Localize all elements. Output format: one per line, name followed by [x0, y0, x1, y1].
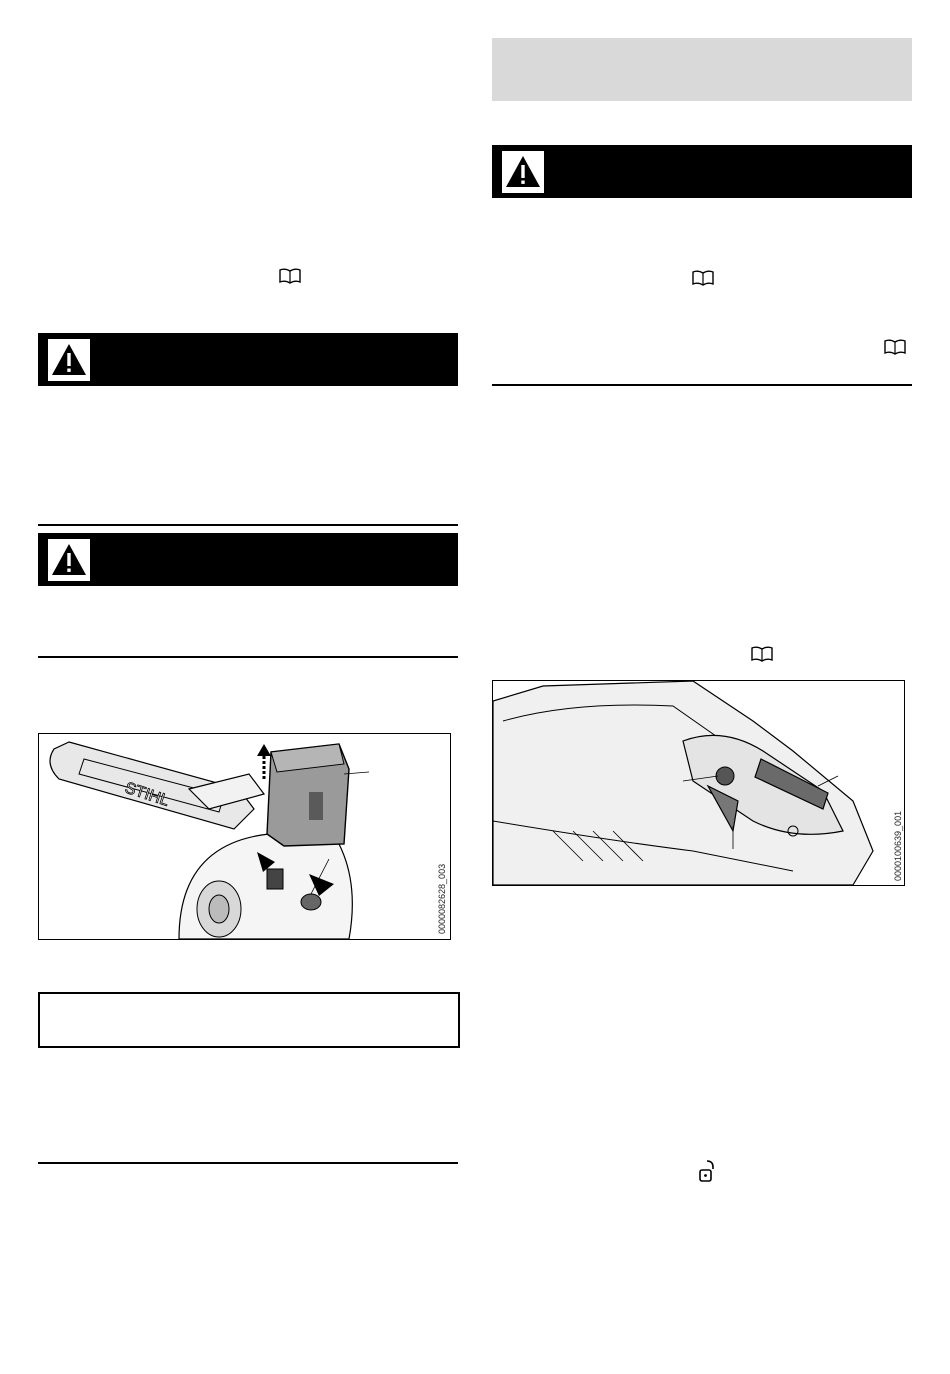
section-rule — [492, 384, 912, 386]
chapter-heading-band — [492, 38, 912, 101]
warning-triangle-icon — [502, 151, 544, 193]
warning-icon-box — [502, 151, 544, 193]
notice-box — [38, 992, 460, 1048]
handle-trigger-figure — [492, 680, 905, 886]
chainsaw-battery-illustration — [39, 734, 450, 939]
book-icon — [692, 270, 714, 286]
rear-handle-illustration — [493, 681, 904, 885]
book-icon — [279, 268, 301, 284]
section-rule — [38, 524, 458, 526]
warning-triangle-icon — [48, 339, 90, 381]
warning-triangle-icon — [48, 539, 90, 581]
book-icon — [884, 339, 906, 355]
figure-code: 0000082628_003 — [437, 863, 447, 934]
warning-icon-box — [48, 539, 90, 581]
svg-text:STIHL: STIHL — [122, 779, 172, 810]
figure-code: 0000100639_001 — [893, 810, 903, 881]
section-rule — [38, 656, 458, 658]
warning-bar — [492, 145, 912, 198]
warning-icon-box — [48, 339, 90, 381]
warning-bar — [38, 533, 458, 586]
section-rule — [38, 1162, 458, 1164]
warning-bar — [38, 333, 458, 386]
unlocked-padlock-icon — [697, 1159, 717, 1183]
book-icon — [751, 646, 773, 662]
battery-removal-figure — [38, 733, 451, 940]
